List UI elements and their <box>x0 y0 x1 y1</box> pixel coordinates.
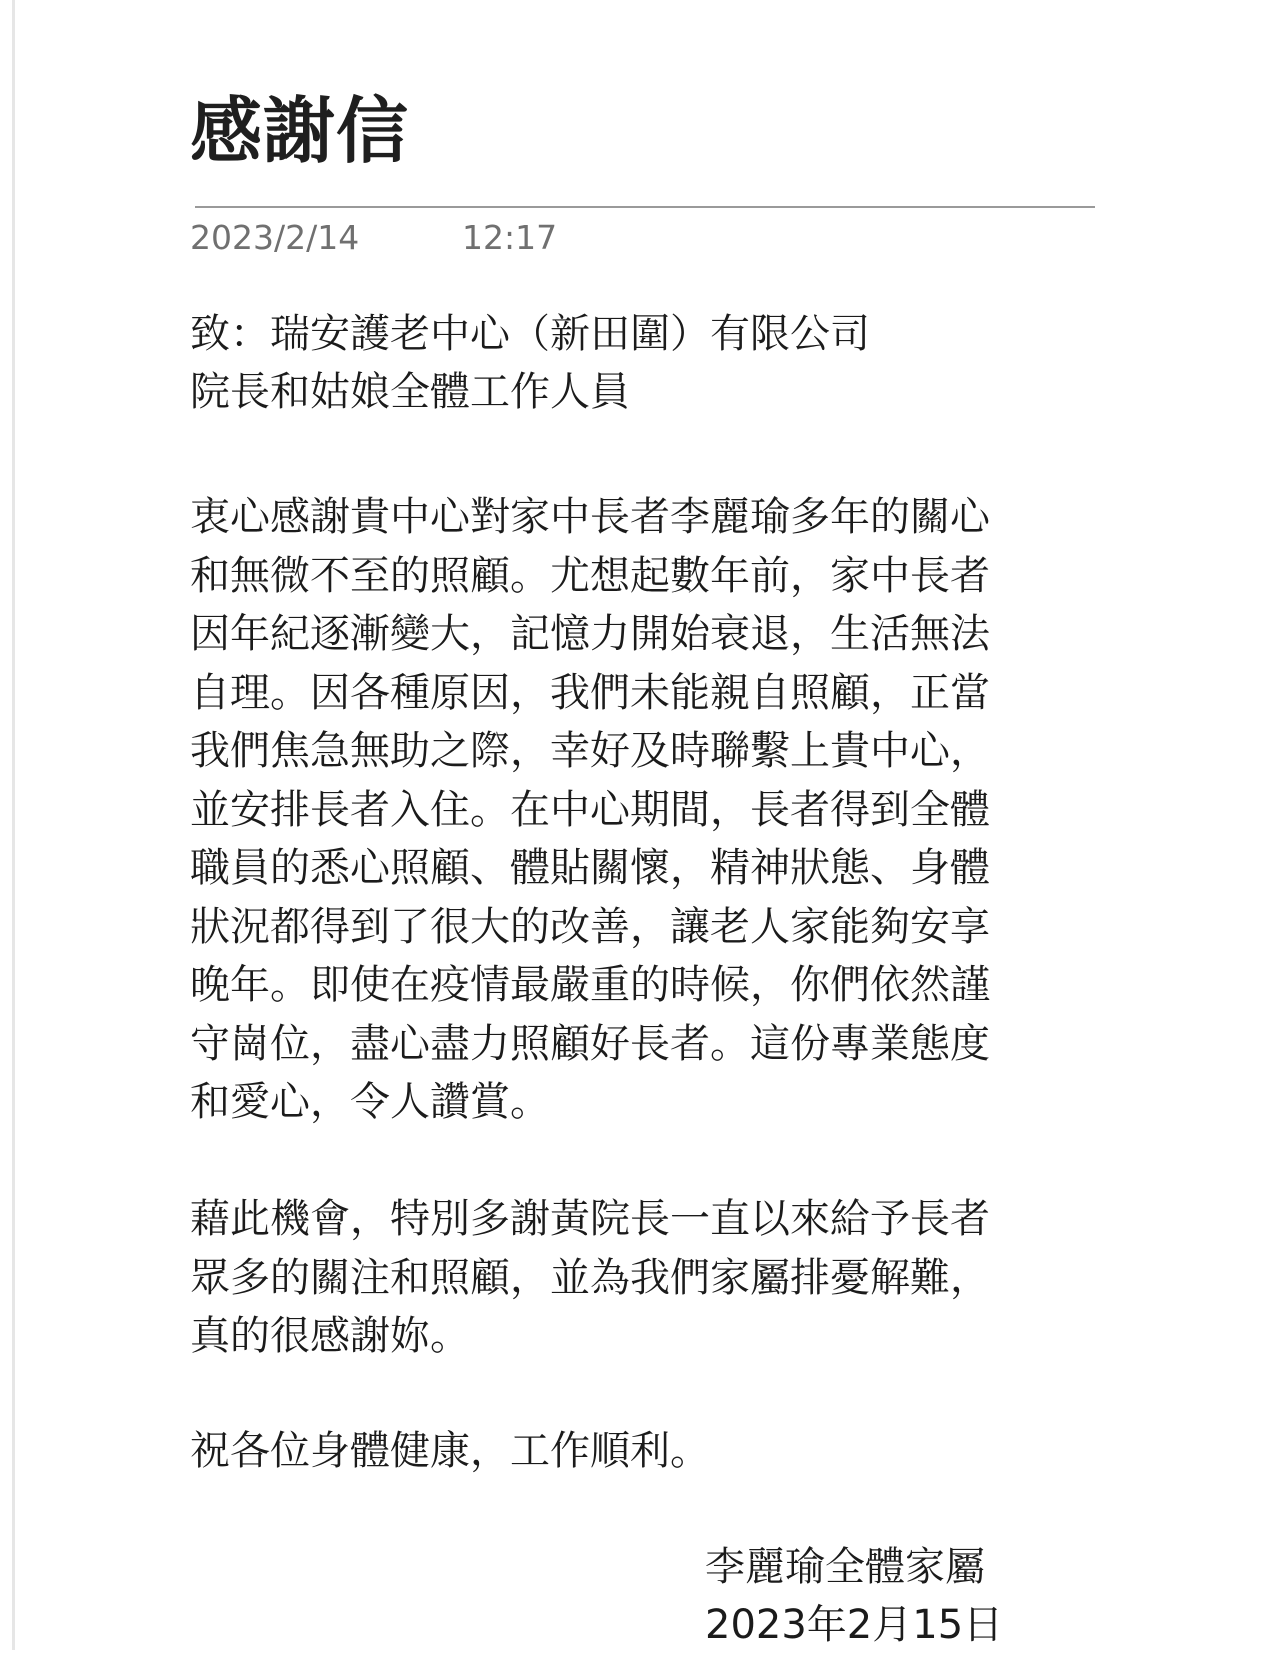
signature-block <box>705 1538 1003 1654</box>
paragraph-line: 自理。因各種原因，我們未能親自照顧，正當 <box>190 669 990 716</box>
paragraph-line: 我們焦急無助之際，幸好及時聯繫上貴中心， <box>190 728 990 774</box>
paragraph-line: 和愛心，令人讚賞。 <box>190 1079 550 1125</box>
paragraph-line: 狀況都得到了很大的改善，讓老人家能夠安享 <box>190 903 990 950</box>
timestamp-date: 2023/2/14 <box>190 218 360 257</box>
closing-line: 祝各位身體健康，工作順利。 <box>190 1428 710 1474</box>
body-paragraph-1 <box>190 488 990 1132</box>
paragraph-line: 因年紀逐漸變大，記憶力開始衰退，生活無法 <box>190 611 990 657</box>
paragraph-line: 晚年。即使在疫情最嚴重的時候，你們依然謹 <box>190 962 990 1008</box>
title-divider <box>195 206 1095 208</box>
signature-name: 李麗瑜全體家屬 <box>705 1544 985 1590</box>
paragraph-line: 職員的悉心照顧、體貼關懷，精神狀態、身體 <box>190 845 990 891</box>
body-paragraph-2 <box>190 1190 990 1366</box>
paragraph-line: 衷心感謝貴中心對家中長者李麗瑜多年的關心 <box>190 494 990 540</box>
timestamp-time: 12:17 <box>462 218 558 257</box>
letter-title: 感謝信 <box>190 89 410 173</box>
recipient-block <box>190 305 870 421</box>
paragraph-line: 並安排長者入住。在中心期間，長者得到全體 <box>190 786 990 833</box>
paragraph-line: 藉此機會，特別多謝黃院長一直以來給予長者 <box>190 1196 990 1242</box>
recipient-line: 院長和姑娘全體工作人員 <box>190 369 630 415</box>
timestamp <box>190 216 558 260</box>
signature-date: 2023年2月15日 <box>705 1602 1004 1648</box>
paragraph-line: 真的很感謝妳。 <box>190 1313 470 1359</box>
recipient-line: 致：瑞安護老中心（新田圍）有限公司 <box>190 311 870 357</box>
paragraph-line: 和無微不至的照顧。尤想起數年前，家中長者 <box>190 552 990 599</box>
paragraph-line: 守崗位，盡心盡力照顧好長者。這份專業態度 <box>190 1020 990 1067</box>
paragraph-line: 眾多的關注和照顧，並為我們家屬排憂解難， <box>190 1254 990 1301</box>
